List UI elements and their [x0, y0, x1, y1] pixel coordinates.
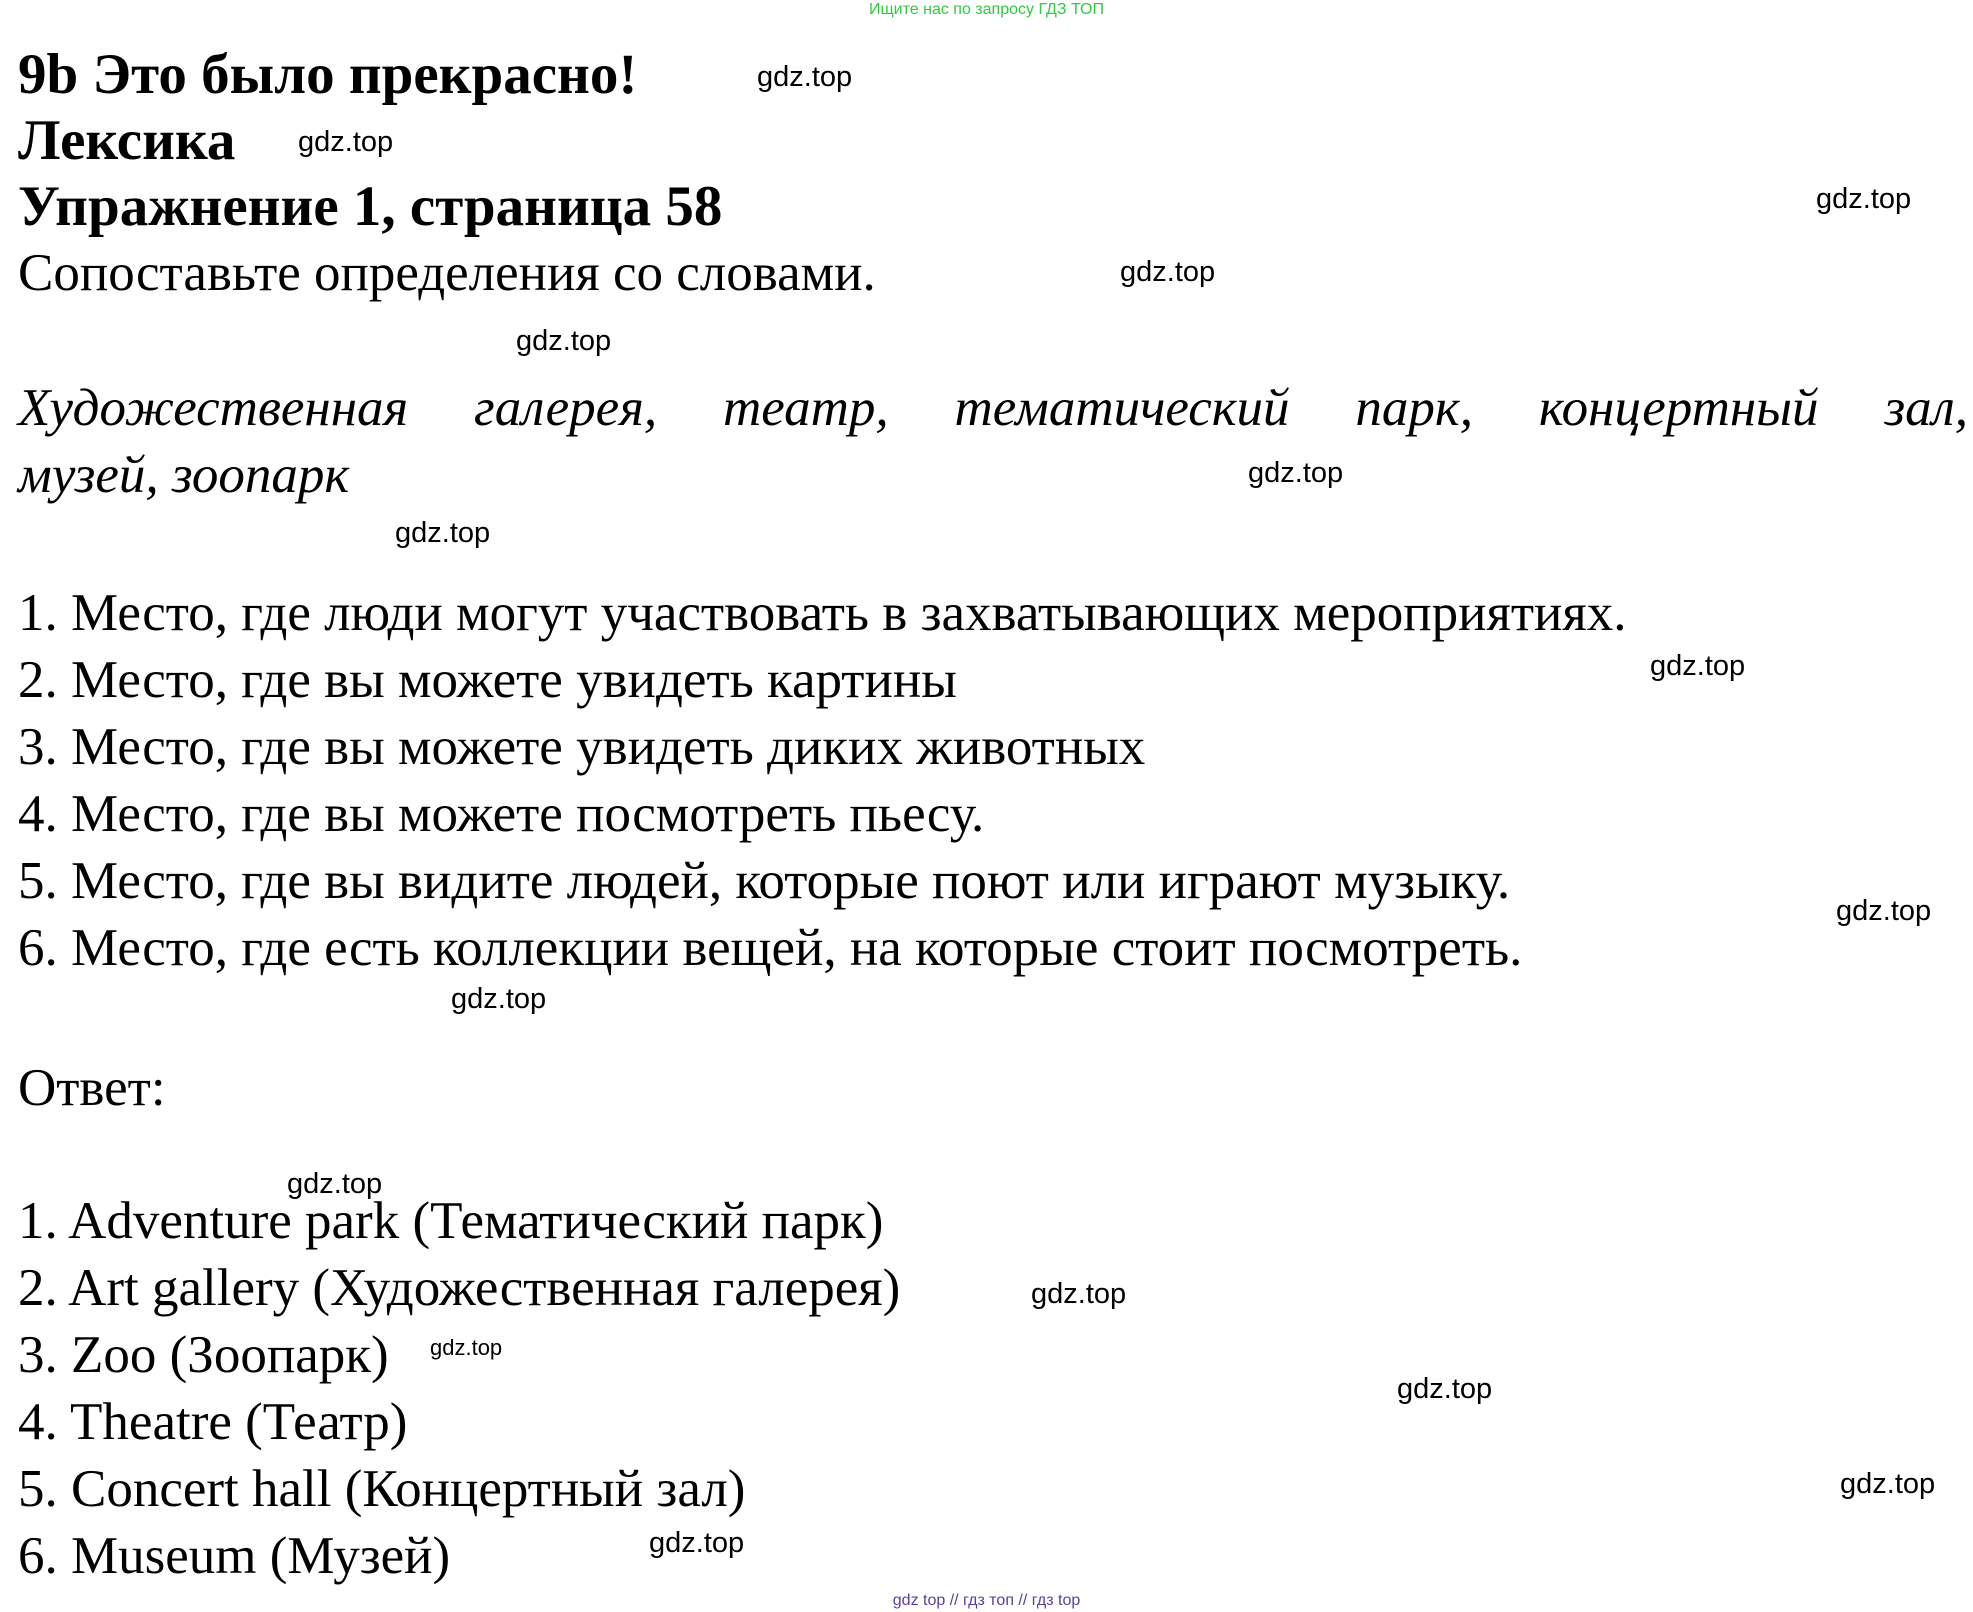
answer-label: Ответ:: [18, 1059, 166, 1117]
exercise-heading: Упражнение 1, страница 58: [18, 175, 723, 238]
watermark: gdz.top: [287, 1168, 383, 1200]
watermark: gdz.top: [1031, 1278, 1127, 1310]
watermark: gdz.top: [649, 1527, 745, 1559]
answer-item-3: 3. Zoo (Зоопарк): [18, 1326, 389, 1384]
watermark: gdz.top: [1248, 457, 1344, 489]
watermark: gdz.top: [757, 61, 853, 93]
definition-item-2: 2. Место, где вы можете увидеть картины: [18, 651, 957, 709]
word-bank-line-1: Художественная галерея, театр, тематический парк, концертный зал,: [18, 379, 1968, 437]
watermark: gdz.top: [1650, 650, 1746, 682]
watermark: gdz.top: [430, 1335, 503, 1360]
instruction-text: Сопоставьте определения со словами.: [18, 244, 876, 302]
top-search-link[interactable]: Ищите нас по запросу ГДЗ ТОП: [869, 1, 1104, 18]
watermark: gdz.top: [395, 517, 491, 549]
watermark: gdz.top: [1836, 895, 1932, 927]
definition-item-6: 6. Место, где есть коллекции вещей, на которые стоит посмотреть.: [18, 919, 1523, 977]
definition-item-4: 4. Место, где вы можете посмотреть пьесу.: [18, 785, 985, 843]
page-title: 9b Это было прекрасно!: [18, 43, 638, 106]
definition-item-1: 1. Место, где люди могут участвовать в захватывающих мероприятиях.: [18, 584, 1627, 642]
answer-item-2: 2. Art gallery (Художественная галерея): [18, 1259, 901, 1317]
answer-item-6: 6. Museum (Музей): [18, 1527, 451, 1585]
section-heading: Лексика: [18, 109, 236, 172]
watermark: gdz.top: [298, 126, 394, 158]
watermark: gdz.top: [1397, 1373, 1493, 1405]
definition-item-3: 3. Место, где вы можете увидеть диких животных: [18, 718, 1146, 776]
answer-item-4: 4. Theatre (Театр): [18, 1393, 408, 1451]
watermark: gdz.top: [1120, 256, 1216, 288]
footer-links[interactable]: gdz top // гдз топ // гдз top: [892, 1592, 1081, 1609]
word-bank-line-2: музей, зоопарк: [18, 446, 350, 504]
watermark: gdz.top: [451, 983, 547, 1015]
answer-item-1: 1. Adventure park (Тематический парк): [18, 1192, 884, 1250]
watermark: gdz.top: [1816, 183, 1912, 215]
watermark: gdz.top: [1840, 1468, 1936, 1500]
answer-item-5: 5. Concert hall (Концертный зал): [18, 1460, 746, 1518]
definition-item-5: 5. Место, где вы видите людей, которые поют или играют музыку.: [18, 852, 1511, 910]
watermark: gdz.top: [516, 325, 612, 357]
